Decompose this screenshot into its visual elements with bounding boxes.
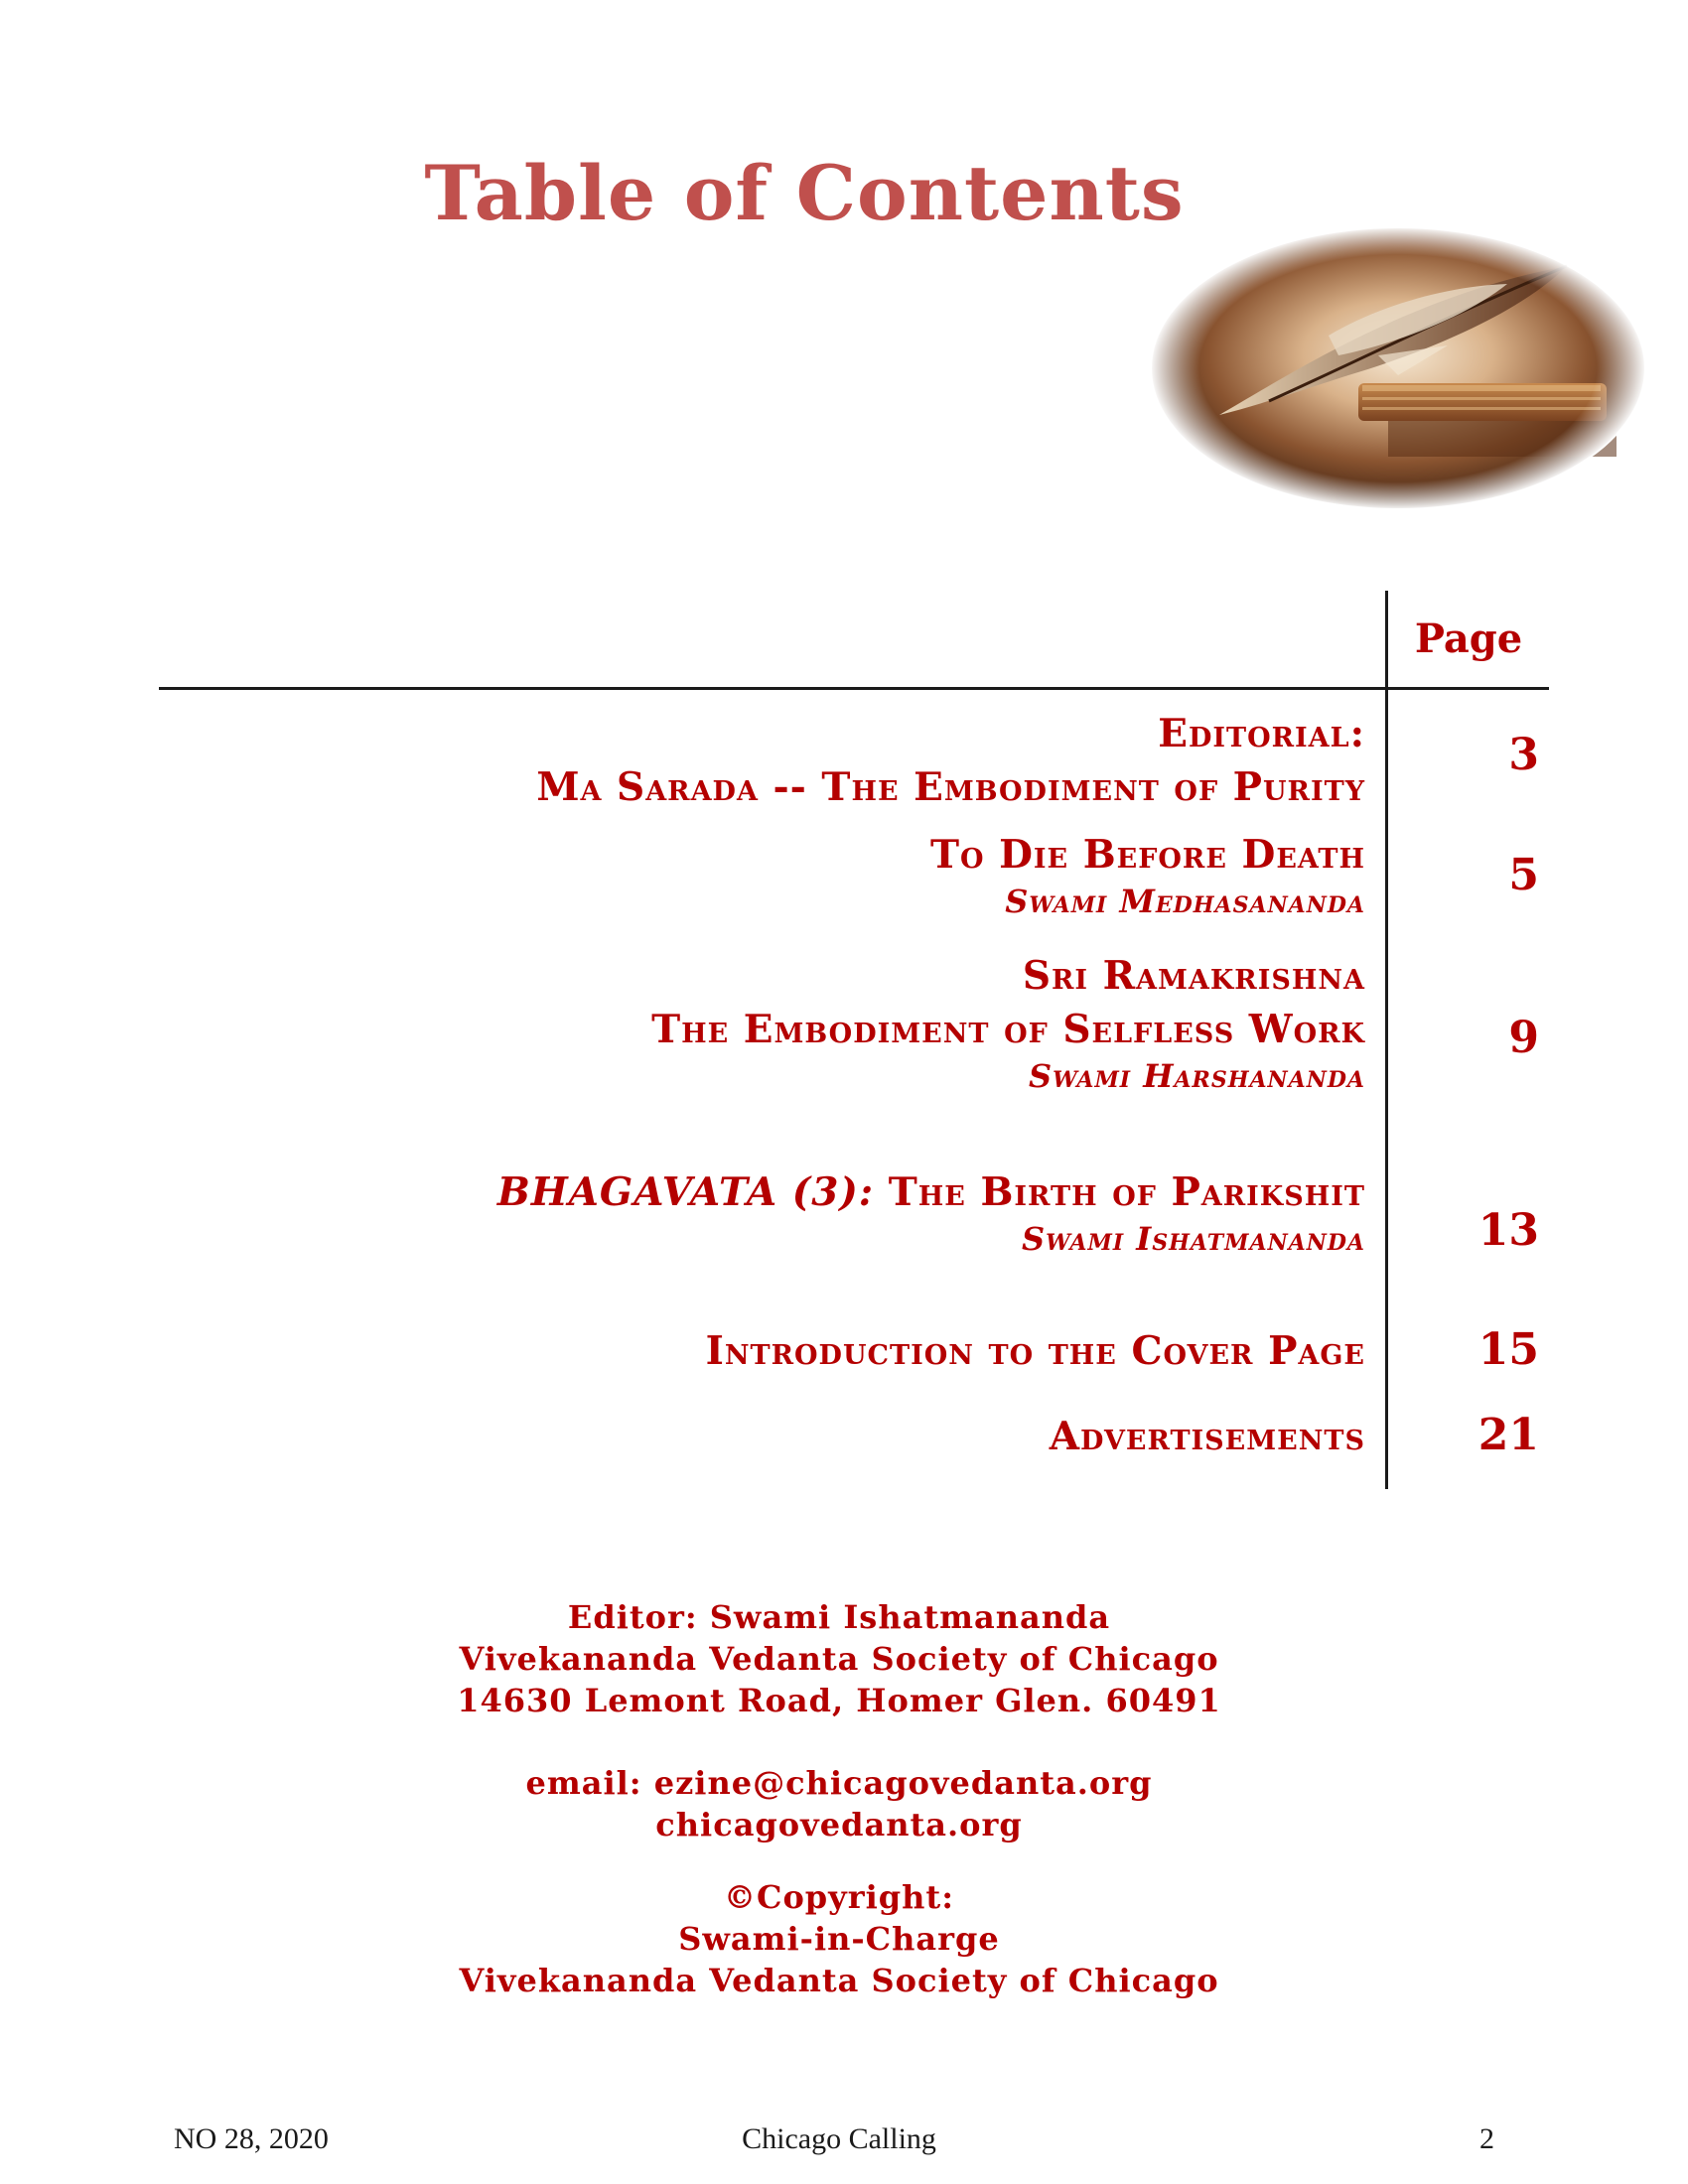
- toc-entry-title: The Embodiment of Selfless Work: [651, 1007, 1365, 1052]
- toc-entry-title-text: The Birth of Parikshit: [888, 1169, 1365, 1215]
- toc-entry-label: Editorial:: [1158, 711, 1365, 756]
- page-column-header: Page: [1414, 615, 1523, 662]
- organization-line: Vivekananda Vedanta Society of Chicago: [459, 1640, 1219, 1678]
- toc-entry-title: To Die Before Death: [929, 832, 1365, 878]
- toc-entry-bhagavata[interactable]: [497, 1165, 1365, 1259]
- toc-horizontal-rule: [159, 687, 1549, 690]
- editor-line: Editor: Swami Ishatmananda: [567, 1598, 1111, 1636]
- copyright-block: [0, 1876, 1678, 2001]
- toc-entry-advertisements[interactable]: [1050, 1410, 1365, 1463]
- copyright-holder: Swami-in-Charge: [678, 1920, 1000, 1958]
- toc-entry-author: Swami Harshananda: [1028, 1057, 1365, 1095]
- website-link[interactable]: chicagovedanta.org: [655, 1806, 1023, 1843]
- toc-page-number[interactable]: 9: [1508, 1013, 1539, 1063]
- toc-entry-author: Swami Medhasananda: [1005, 883, 1365, 920]
- toc-entry-sri-ramakrishna[interactable]: [651, 949, 1365, 1096]
- toc-entry-cover-intro[interactable]: [706, 1324, 1365, 1378]
- toc-page-number[interactable]: 3: [1508, 730, 1539, 780]
- copyright-label: ©Copyright:: [723, 1878, 955, 1916]
- toc-entry-die-before-death[interactable]: [930, 828, 1365, 921]
- toc-entry-title: [497, 1165, 1365, 1219]
- address-line: 14630 Lemont Road, Homer Glen. 60491: [457, 1682, 1221, 1719]
- toc-entry-title: Advertisements: [1049, 1414, 1365, 1459]
- toc-page-number[interactable]: 13: [1477, 1205, 1539, 1256]
- email-link[interactable]: email: ezine@chicagovedanta.org: [525, 1764, 1153, 1802]
- toc-vertical-rule: [1385, 591, 1388, 1489]
- toc-entry-title: Ma Sarada -- The Embodiment of Purity: [536, 764, 1365, 810]
- toc-entry-title: Introduction to the Cover Page: [705, 1328, 1365, 1374]
- copyright-organization: Vivekananda Vedanta Society of Chicago: [459, 1962, 1219, 1999]
- toc-page-number[interactable]: 15: [1477, 1324, 1539, 1375]
- footer-publication: Chicago Calling: [742, 2122, 936, 2155]
- toc-page-number[interactable]: 21: [1477, 1410, 1539, 1460]
- footer-page-number: 2: [1479, 2122, 1494, 2155]
- toc-entry-author: Swami Ishatmananda: [1022, 1220, 1365, 1258]
- contact-block: [0, 1762, 1678, 1845]
- toc-entry-title: Sri Ramakrishna: [1022, 953, 1365, 999]
- toc-entry-editorial[interactable]: [536, 707, 1365, 814]
- footer-issue: NO 28, 2020: [174, 2122, 329, 2155]
- toc-page-number[interactable]: 5: [1508, 850, 1539, 900]
- toc-entry-series-label: BHAGAVATA (3):: [496, 1169, 875, 1215]
- editorial-credits: [0, 1596, 1678, 1721]
- page-title: Table of Contents: [424, 149, 1185, 237]
- quill-and-book-icon: [1150, 226, 1646, 510]
